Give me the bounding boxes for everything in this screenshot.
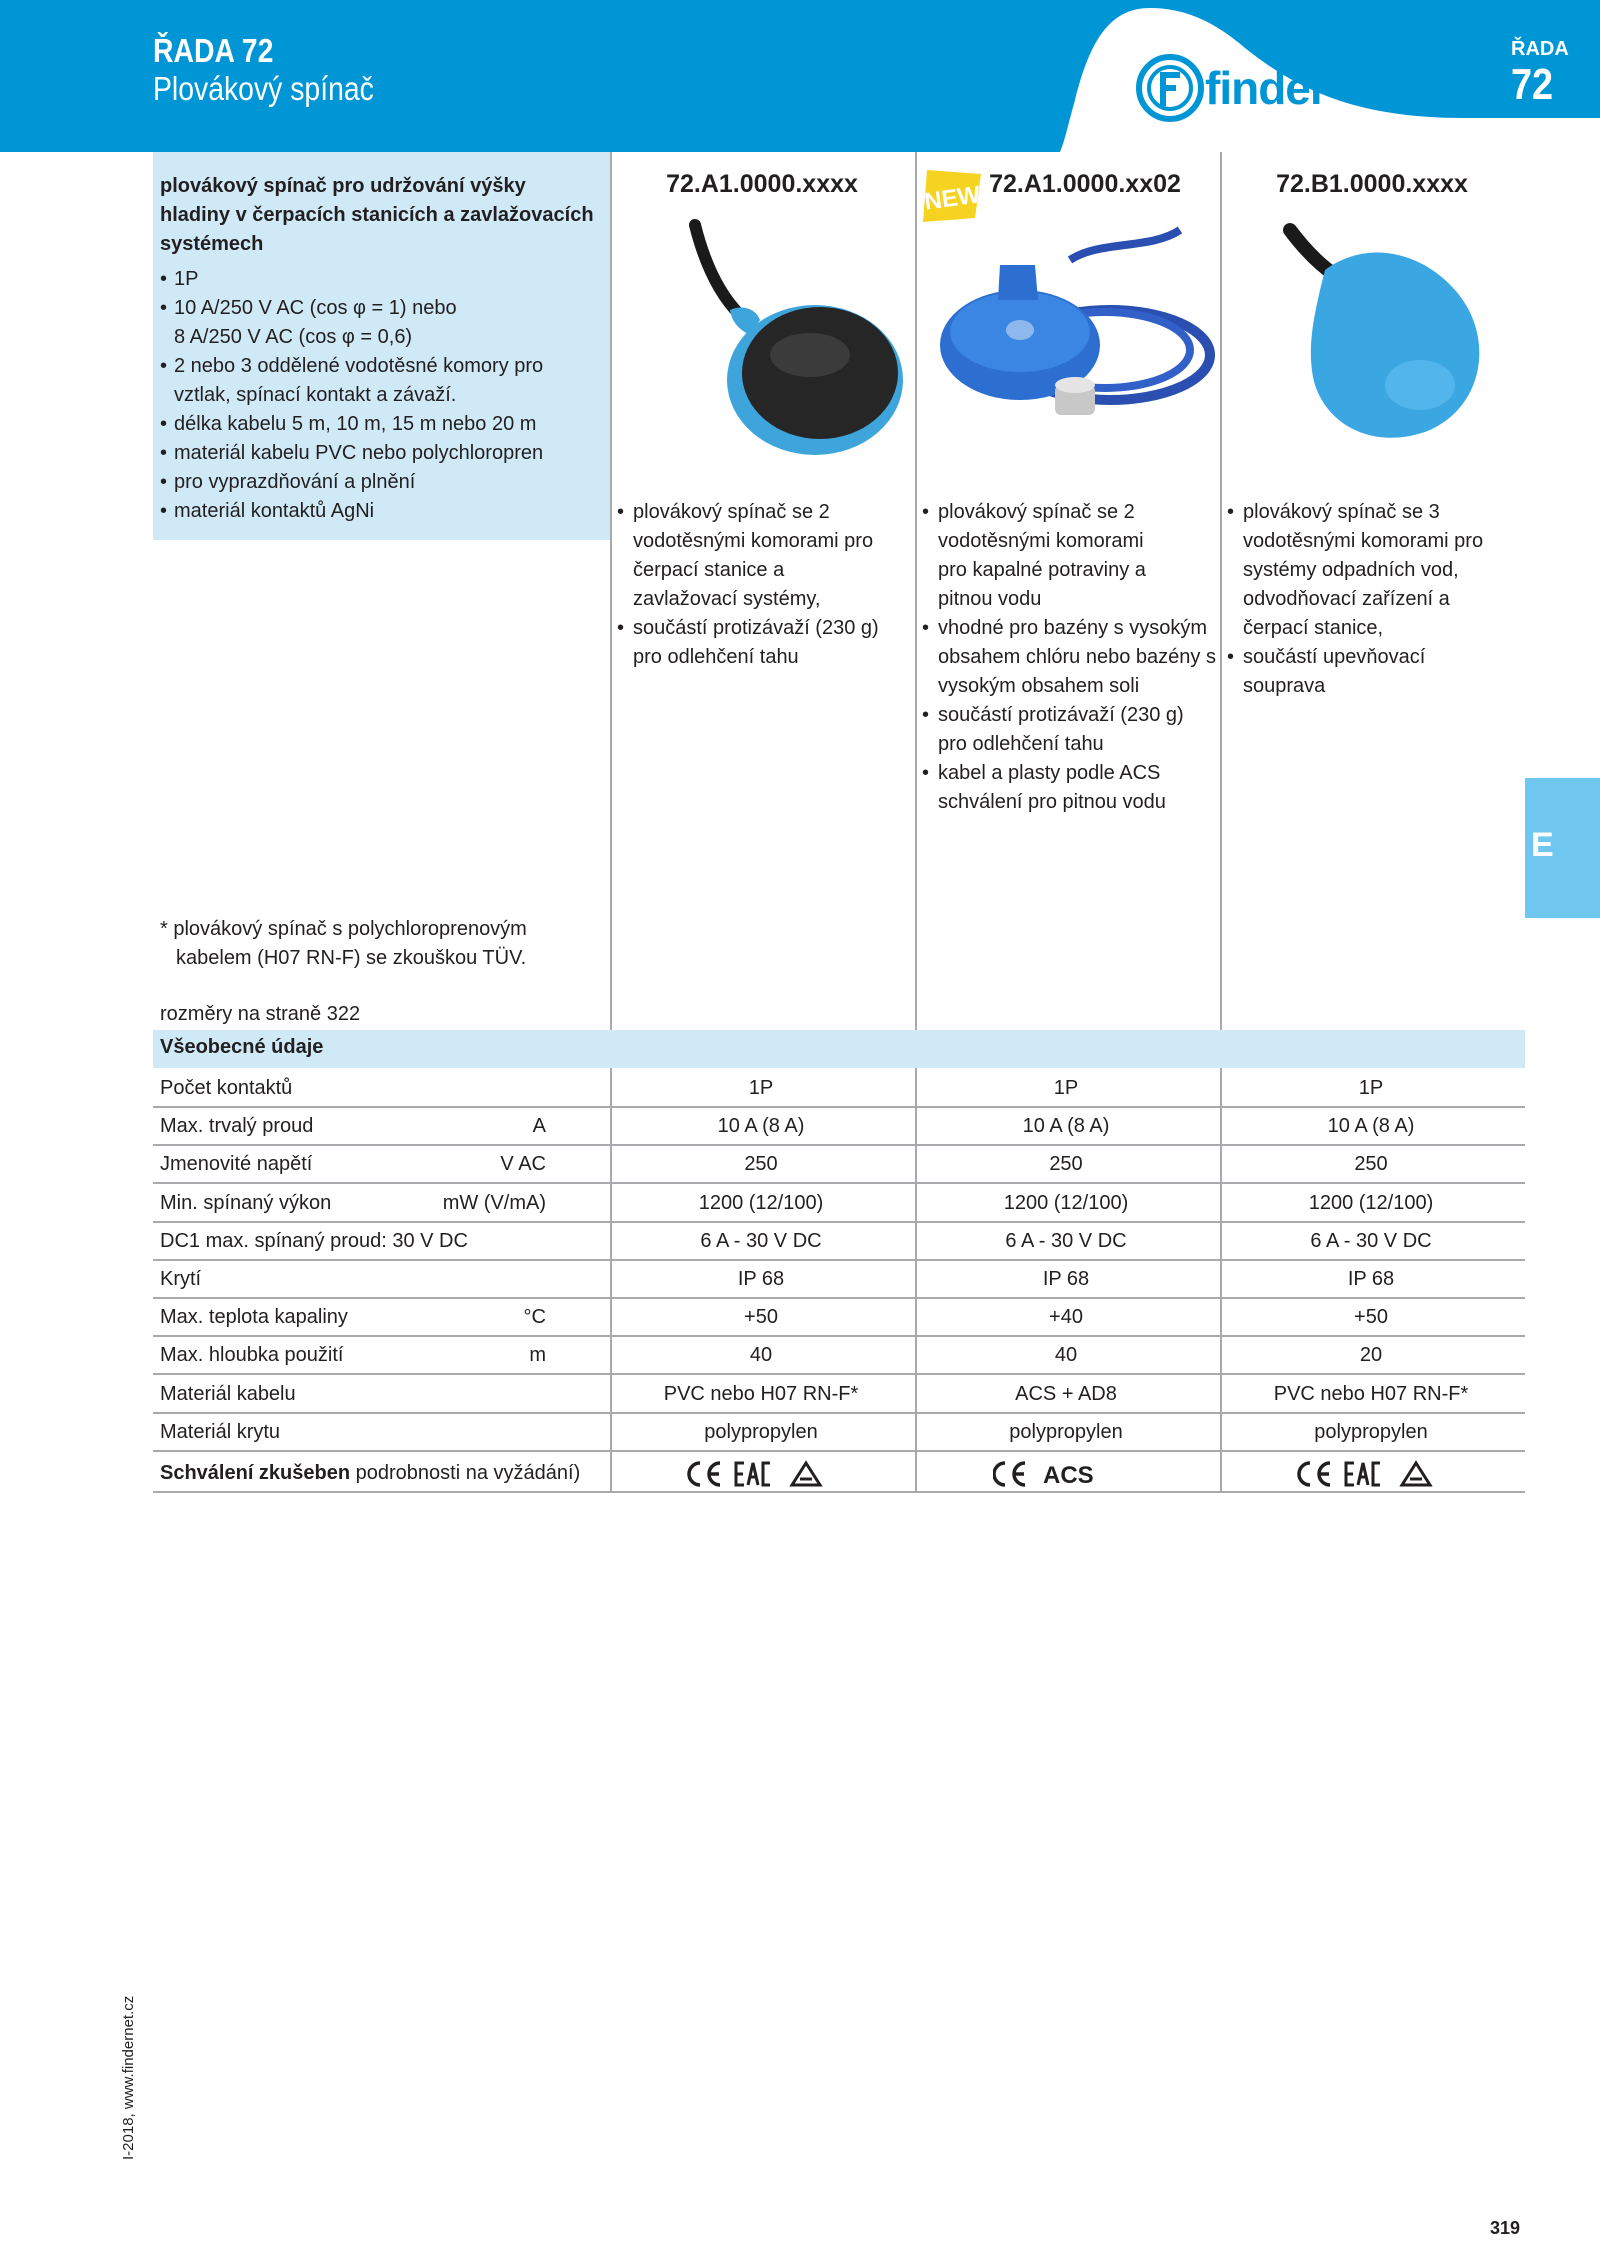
table-row-approvals <box>153 1454 1525 1492</box>
series-badge <box>1463 0 1600 118</box>
product-description-list <box>617 498 917 672</box>
row-value: 250 <box>1049 1153 1083 1176</box>
product-description-item: • součástí protizávaží (230 g) pro odlehčení tahu <box>922 701 1202 759</box>
row-label: DC1 max. spínaný proud: 30 V DC <box>160 1229 468 1252</box>
table-row <box>153 1260 1525 1298</box>
product-description-item: • plovákový spínač se 2 vodotěsnými komorami pro čerpací stanice a zavlažovací systémy, <box>617 498 887 614</box>
table-row <box>153 1298 1525 1336</box>
float-switch-black-image <box>660 215 920 460</box>
product-description-list <box>922 498 1222 817</box>
row-value: IP 68 <box>1347 1268 1395 1290</box>
intro-bullet: • materiál kontaktů AgNi <box>160 497 610 526</box>
ce-mark-icon <box>1299 1463 1330 1485</box>
row-value: 40 <box>1054 1344 1078 1367</box>
row-unit: mW (V/mA) <box>442 1191 546 1214</box>
intro-bullet: • materiál kabelu PVC nebo polychloropren <box>160 439 610 468</box>
approvals-label-bold: Schválení zkušeben <box>160 1462 351 1484</box>
product-description-item: • součástí upevňovací souprava <box>1227 643 1427 701</box>
row-value: 250 <box>744 1153 778 1176</box>
intro-bullet: • délka kabelu 5 m, 10 m, 15 m nebo 20 m <box>160 410 610 439</box>
eac-mark-icon <box>736 1463 770 1485</box>
eac-mark-icon <box>1346 1463 1380 1485</box>
intro-bullet-list <box>160 265 610 526</box>
row-value: ACS + AD8 <box>1015 1382 1117 1405</box>
float-switch-blue-cable-image <box>920 220 1220 445</box>
approval-marks <box>993 1459 1133 1489</box>
row-value: IP 68 <box>1042 1268 1090 1290</box>
table-row-line <box>153 1491 1525 1493</box>
table-row <box>153 1222 1525 1260</box>
row-label: Min. spínaný výkon <box>160 1191 332 1214</box>
series-badge-label: ŘADA <box>1511 38 1569 60</box>
row-value: IP 68 <box>737 1268 785 1290</box>
footnote: * plovákový spínač s polychloroprenovým kabelem (H07 RN-F) se zkouškou TÜV. <box>160 918 527 969</box>
row-value: 1200 (12/100) <box>1308 1191 1434 1214</box>
row-value: 10 A (8 A) <box>1327 1115 1415 1138</box>
table-row <box>153 1336 1525 1374</box>
product-code: 72.B1.0000.xxxx <box>1276 170 1468 198</box>
table-section-band <box>153 1030 1525 1068</box>
acs-mark-icon: ACS <box>1043 1462 1094 1489</box>
row-value: +40 <box>1049 1306 1083 1329</box>
product-description-item: • vhodné pro bazény s vysokým obsahem chlóru nebo bazény s vysokým obsahem soli <box>922 614 1217 701</box>
intro-heading: plovákový spínač pro udržování výšky hladiny v čerpacích stanicích a zavlažovacích systémech <box>160 175 594 255</box>
series-title: ŘADA 72 <box>153 32 274 69</box>
page-number: 319 <box>1490 2218 1521 2238</box>
row-value: 10 A (8 A) <box>1022 1115 1110 1138</box>
row-value: +50 <box>744 1306 778 1329</box>
row-value: 6 A - 30 V DC <box>1310 1229 1432 1252</box>
intro-bullet: • 2 nebo 3 oddělené vodotěsné komory pro vztlak, spínací kontakt a závaží. <box>160 352 550 410</box>
row-label: Počet kontaktů <box>160 1077 293 1099</box>
row-label: Max. teplota kapaliny <box>160 1306 348 1329</box>
table-row <box>153 1145 1525 1183</box>
section-tab[interactable] <box>1525 778 1600 918</box>
row-unit: V AC <box>500 1153 546 1176</box>
table-row <box>153 1375 1525 1413</box>
brand-name: finder <box>1205 62 1327 114</box>
row-unit: A <box>532 1115 546 1138</box>
row-value: 1P <box>748 1077 774 1099</box>
row-label: Materiál krytu <box>160 1420 281 1443</box>
product-code: 72.A1.0000.xxxx <box>666 170 858 198</box>
row-value: 1200 (12/100) <box>698 1191 824 1214</box>
new-badge-label: NEW <box>922 181 982 216</box>
row-value: PVC nebo H07 RN-F* <box>1273 1382 1469 1405</box>
approval-marks <box>1290 1459 1450 1489</box>
product-description-item: • plovákový spínač se 2 vodotěsnými komorami pro kapalné potraviny a pitnou vodu <box>922 498 1162 614</box>
approvals-label-rest: podrobnosti na vyžádání) <box>350 1462 581 1484</box>
row-value: 1P <box>1358 1077 1384 1099</box>
intro-bullet: • 1P <box>160 265 610 294</box>
intro-bullet: • 10 A/250 V AC (cos φ = 1) nebo 8 A/250 V AC (cos φ = 0,6) <box>160 294 460 352</box>
row-label: Max. hloubka použití <box>160 1344 344 1367</box>
side-print-info: I-2018, www.findernet.cz <box>120 1995 137 2160</box>
tuv-mark-icon <box>1402 1463 1430 1485</box>
section-tab-label: E <box>1531 826 1554 864</box>
row-value: 40 <box>749 1344 773 1367</box>
row-value: polypropylen <box>704 1420 818 1443</box>
product-code: 72.A1.0000.xx02 <box>989 170 1181 198</box>
row-value: 6 A - 30 V DC <box>1005 1229 1127 1252</box>
row-value: polypropylen <box>1314 1420 1428 1443</box>
row-label: Materiál kabelu <box>160 1382 296 1405</box>
product-description-item: • kabel a plasty podle ACS schválení pro pitnou vodu <box>922 759 1192 817</box>
row-value: 1P <box>1053 1077 1079 1099</box>
tuv-mark-icon <box>792 1463 820 1485</box>
row-value: 10 A (8 A) <box>717 1115 805 1138</box>
approval-marks <box>680 1459 840 1489</box>
intro-bullet: • pro vyprazdňování a plnění <box>160 468 610 497</box>
float-switch-pear-image <box>1270 215 1500 450</box>
row-value: 20 <box>1359 1344 1383 1367</box>
table-row <box>153 1413 1525 1451</box>
product-description-item: • součástí protizávaží (230 g) pro odlehčení tahu <box>617 614 887 672</box>
product-description-list <box>1227 498 1527 701</box>
row-label: Jmenovité napětí <box>160 1153 313 1176</box>
series-subtitle: Plovákový spínač <box>153 70 374 107</box>
row-label: Max. trvalý proud <box>160 1115 314 1138</box>
table-section-label: Všeobecné údaje <box>160 1036 324 1058</box>
table-row <box>153 1184 1525 1222</box>
table-row <box>153 1107 1525 1145</box>
table-row <box>153 1069 1525 1107</box>
row-value: +50 <box>1354 1306 1388 1329</box>
ce-mark-icon <box>994 1463 1025 1485</box>
table-row-line <box>153 1450 1525 1452</box>
row-value: polypropylen <box>1009 1420 1123 1443</box>
row-label: Krytí <box>160 1268 202 1290</box>
row-unit: m <box>529 1344 546 1367</box>
row-value: 1200 (12/100) <box>1003 1191 1129 1214</box>
dimensions-note: rozměry na straně 322 <box>160 1003 361 1025</box>
row-value: 6 A - 30 V DC <box>700 1229 822 1252</box>
row-unit: °C <box>523 1306 546 1329</box>
row-value: 250 <box>1354 1153 1388 1176</box>
row-value: PVC nebo H07 RN-F* <box>663 1382 859 1405</box>
series-badge-number: 72 <box>1511 60 1554 109</box>
approvals-label <box>160 1462 580 1485</box>
product-description-item: • plovákový spínač se 3 vodotěsnými komorami pro systémy odpadních vod, odvodňovací zařízení a čerpací stanice, <box>1227 498 1517 643</box>
ce-mark-icon <box>689 1463 720 1485</box>
